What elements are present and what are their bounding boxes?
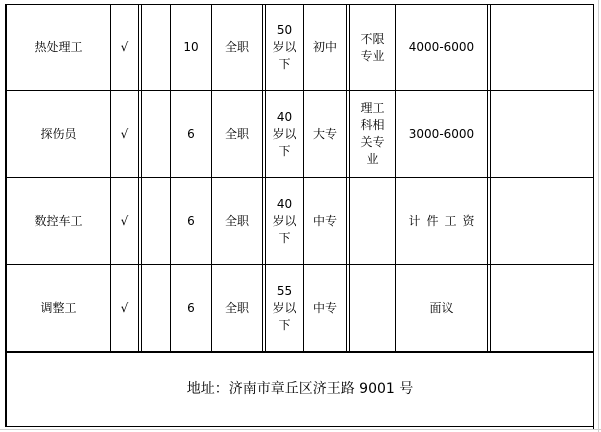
address-cell	[7, 353, 593, 426]
salary: 4000-6000	[408, 40, 475, 54]
salary: 3000-6000	[408, 126, 475, 141]
salary: 面议	[429, 300, 454, 315]
address-text: 地址：济南市章丘区济王路 9001 号	[186, 381, 414, 397]
headcount: 6	[187, 300, 195, 315]
employment-type: 全职	[224, 300, 249, 315]
job-title: 数控车工	[34, 213, 83, 228]
headcount: 10	[183, 40, 199, 54]
major	[350, 178, 395, 264]
employment-type: 全职	[224, 126, 249, 141]
education: 初中	[312, 40, 337, 54]
page-edge	[598, 0, 599, 432]
col-border	[141, 4, 142, 352]
col-border	[138, 4, 139, 352]
col-border	[487, 4, 488, 352]
col-border	[490, 4, 491, 352]
age-requirement: 50 岁以 下	[272, 23, 297, 71]
job-title-cell	[7, 265, 110, 351]
job-title: 探伤员	[40, 126, 77, 141]
job-title-cell	[7, 178, 110, 264]
check-mark: √	[120, 300, 129, 315]
job-title: 热处理工	[34, 40, 83, 54]
col-border	[262, 4, 263, 352]
education: 中专	[312, 213, 337, 228]
major: 不限 专业	[360, 31, 385, 63]
salary: 计件工资	[408, 213, 481, 228]
job-title-cell	[7, 5, 110, 90]
major	[350, 265, 395, 351]
row-border	[5, 426, 594, 427]
col-border	[593, 4, 594, 429]
job-title-cell	[7, 91, 110, 177]
major: 理工 科相 关专 业	[360, 101, 385, 166]
col-border	[346, 4, 347, 352]
job-title: 调整工	[40, 300, 77, 315]
age-requirement: 40 岁以 下	[272, 196, 297, 245]
age-requirement: 40 岁以 下	[272, 109, 297, 158]
employment-type: 全职	[224, 40, 249, 54]
education: 中专	[312, 300, 337, 315]
headcount: 6	[187, 213, 195, 228]
page-edge	[0, 429, 601, 430]
education: 大专	[312, 126, 337, 141]
employment-type: 全职	[224, 213, 249, 228]
headcount: 6	[187, 126, 195, 141]
check-mark: √	[120, 40, 129, 54]
check-mark: √	[120, 126, 129, 141]
age-requirement: 55 岁以 下	[272, 283, 297, 332]
check-mark: √	[120, 213, 129, 228]
